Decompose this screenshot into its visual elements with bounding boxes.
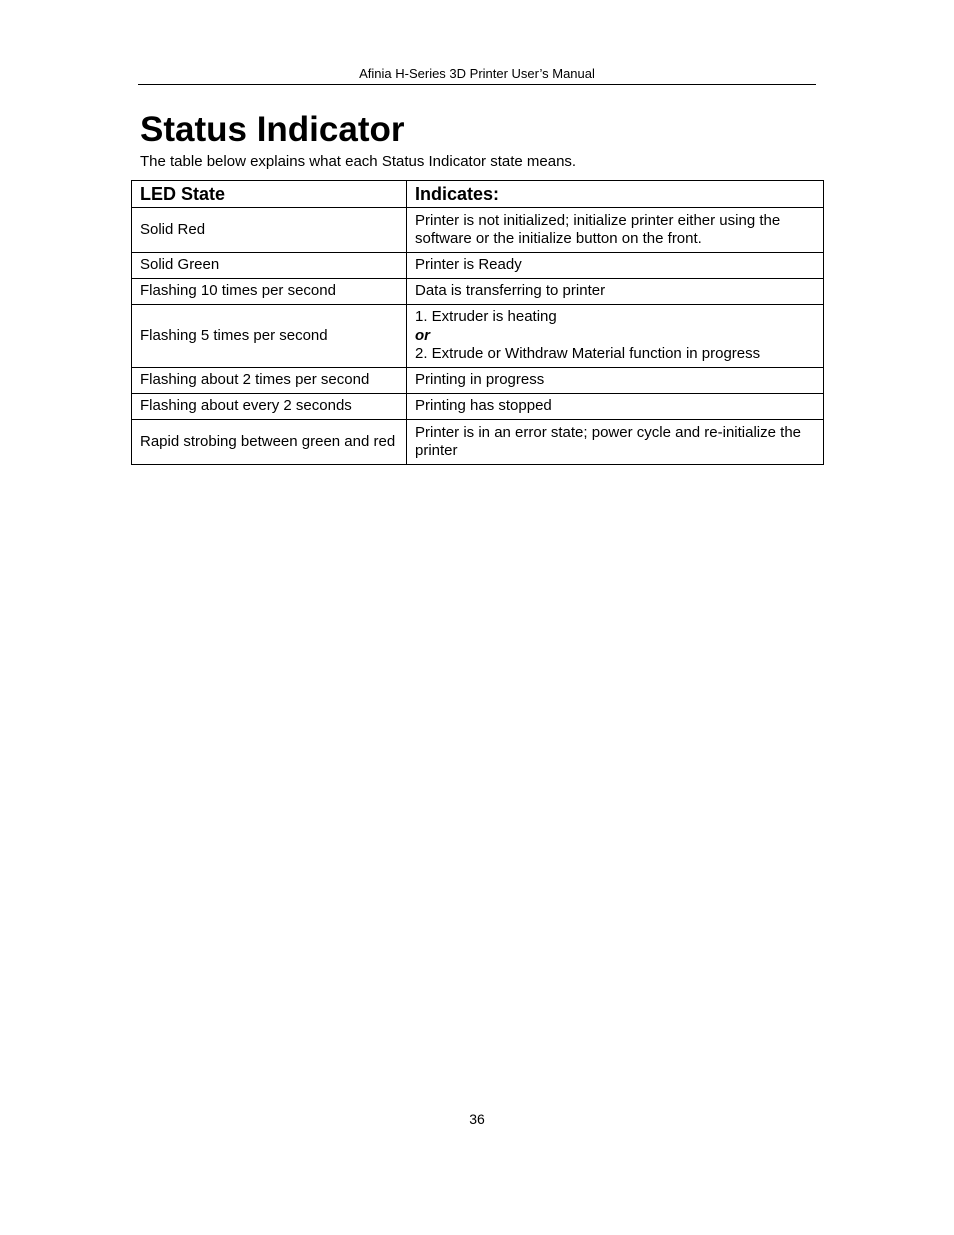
table-row bbox=[132, 394, 824, 420]
page-number: 36 bbox=[469, 1111, 485, 1127]
table-row bbox=[132, 305, 824, 368]
led-state-cell: Flashing about every 2 seconds bbox=[132, 394, 407, 420]
column-header-led-state: LED State bbox=[132, 181, 407, 208]
status-indicator-table bbox=[131, 180, 824, 465]
indicates-cell: Data is transferring to printer bbox=[407, 279, 824, 305]
indicates-cell: Printer is not initialized; initialize printer either using the software or the initialize button on the front. bbox=[407, 208, 824, 253]
led-state-cell: Flashing 10 times per second bbox=[132, 279, 407, 305]
intro-paragraph: The table below explains what each Status Indicator state means. bbox=[140, 153, 577, 170]
running-header: Afinia H-Series 3D Printer User’s Manual bbox=[138, 66, 816, 85]
table-row bbox=[132, 420, 824, 465]
indicates-step-1: 1. Extruder is heating bbox=[415, 308, 557, 326]
led-state-cell: Flashing about 2 times per second bbox=[132, 368, 407, 394]
indicates-cell: Printer is in an error state; power cycle and re-initialize the printer bbox=[407, 420, 824, 465]
table-row bbox=[132, 279, 824, 305]
led-state-cell: Solid Red bbox=[132, 208, 407, 253]
led-state-cell: Rapid strobing between green and red bbox=[132, 420, 407, 465]
indicates-step-2: 2. Extrude or Withdraw Material function in progress bbox=[415, 345, 761, 363]
column-header-indicates: Indicates: bbox=[407, 181, 824, 208]
indicates-cell: Printer is Ready bbox=[407, 253, 824, 279]
indicates-cell: Printing has stopped bbox=[407, 394, 824, 420]
indicates-cell bbox=[407, 305, 824, 368]
table-row bbox=[132, 253, 824, 279]
indicates-or: or bbox=[415, 326, 430, 344]
page-title: Status Indicator bbox=[140, 110, 405, 149]
led-state-cell: Solid Green bbox=[132, 253, 407, 279]
table-row bbox=[132, 208, 824, 253]
indicates-cell: Printing in progress bbox=[407, 368, 824, 394]
led-state-cell: Flashing 5 times per second bbox=[132, 305, 407, 368]
table-header-row bbox=[132, 181, 824, 208]
table-row bbox=[132, 368, 824, 394]
